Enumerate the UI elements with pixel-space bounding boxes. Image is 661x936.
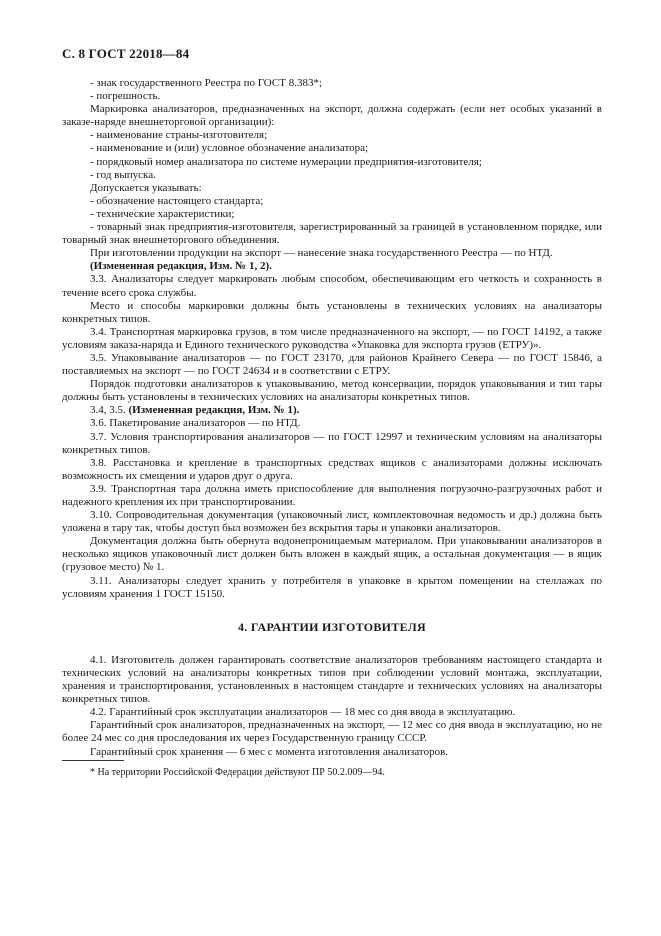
list-item: - технические характеристики; bbox=[90, 207, 235, 220]
revision-label: (Измененная редакция, Изм. № 1). bbox=[128, 404, 300, 417]
clause-3-6: 3.6. Пакетирование анализаторов — по НТД. bbox=[90, 417, 301, 430]
clause-3-10: 3.10. Сопроводительная документация (упаковочный лист, комплектовочная ведомость и др.) должна быть уложена в тару так, чтобы доступ был возможен без вскрытия тары и упаковки анализаторов. bbox=[62, 509, 602, 535]
revision-note: (Измененная редакция, Изм. № 1, 2). bbox=[90, 260, 272, 273]
clause-3-8: 3.8. Расстановка и крепление в транспортных средствах ящиков с анализаторами должны исключать возможность их смещения и ударов друг о друга. bbox=[62, 456, 602, 482]
clause-4-2: 4.2. Гарантийный срок эксплуатации анализаторов — 18 мес со дня ввода в эксплуатацию. bbox=[90, 706, 516, 719]
footnote-divider bbox=[62, 760, 124, 761]
section-title: 4. ГАРАНТИИ ИЗГОТОВИТЕЛЯ bbox=[238, 619, 426, 634]
list-item: - обозначение настоящего стандарта; bbox=[90, 194, 264, 207]
clause-4-1: 4.1. Изготовитель должен гарантировать соответствие анализаторов требованиям настоящего стандарта и технических условий на анализаторы конкретных типов при соблюдении условий монтажа, эксплуатации, хранения и транспортирования, установленных в настоящем стандарте и технических условиях на анализаторы конкретных типов. bbox=[62, 653, 602, 706]
paragraph: Допускается указывать: bbox=[90, 181, 202, 194]
list-item: - год выпуска. bbox=[90, 168, 156, 181]
paragraph: Документация должна быть обернута водонепроницаемым материалом. При упаковывании анализаторов в несколько ящиков упаковочный лист должен быть вложен в каждый ящик, а остальная документация — в ящик (грузовое место) № 1. bbox=[62, 535, 602, 574]
list-item: - порядковый номер анализатора по системе нумерации предприятия-изготовителя; bbox=[90, 155, 482, 168]
paragraph: При изготовлении продукции на экспорт — нанесение знака государственного Реестра — по НТД. bbox=[90, 247, 553, 260]
revision-note bbox=[62, 404, 602, 417]
clause-3-3: 3.3. Анализаторы следует маркировать любым способом, обеспечивающим его четкость и сохранность в течение всего срока службы. bbox=[62, 273, 602, 299]
list-item: - наименование и (или) условное обозначение анализатора; bbox=[90, 142, 369, 155]
clause-3-7: 3.7. Условия транспортирования анализаторов — по ГОСТ 12997 и техническим условиям на анализаторы конкретных типов. bbox=[62, 430, 602, 456]
list-item: - погрешность. bbox=[90, 90, 161, 103]
clause-3-5: 3.5. Упаковывание анализаторов — по ГОСТ 23170, для районов Крайнего Севера — по ГОСТ 15846, а поставляемых на экспорт — по ГОСТ 24634 и в соответствии с ЕТРУ. bbox=[62, 351, 602, 378]
footnote: * На территории Российской Федерации действуют ПР 50.2.009—94. bbox=[90, 766, 385, 778]
clause-3-11: 3.11. Анализаторы следует хранить у потребителя в упаковке в крытом помещении на стеллажах по условиям хранения 1 ГОСТ 15150. bbox=[62, 574, 602, 600]
list-item: - товарный знак предприятия-изготовителя, зарегистрированный за границей в установленном порядке, или товарный знак внешнеторгового объединения. bbox=[62, 221, 602, 247]
clause-3-4: 3.4. Транспортная маркировка грузов, в том числе предназначенного на экспорт, — по ГОСТ 14192, а также условиям заказа-наряда и Единого технического руководства «Упаковка для экспорта грузов (ЕТРУ)». bbox=[62, 325, 602, 351]
clause-3-9: 3.9. Транспортная тара должна иметь приспособление для выполнения погрузочно-разгрузочных работ и надежного крепления их при транспортировании. bbox=[62, 482, 602, 508]
document-body bbox=[62, 77, 602, 779]
page-header: С. 8 ГОСТ 22018—84 bbox=[62, 46, 190, 61]
list-item: - знак государственного Реестра по ГОСТ 8.383*; bbox=[90, 77, 322, 89]
paragraph: Место и способы маркировки должны быть установлены в технических условиях на анализаторы конкретных типов. bbox=[62, 299, 602, 325]
revision-clauses: 3.4, 3.5. bbox=[90, 404, 126, 417]
list-item: - наименование страны-изготовителя; bbox=[90, 129, 268, 142]
paragraph: Гарантийный срок хранения — 6 мес с момента изготовления анализаторов. bbox=[90, 745, 449, 758]
paragraph: Маркировка анализаторов, предназначенных на экспорт, должна содержать (если нет особых указаний в заказе-наряде внешнеторговой организации): bbox=[62, 103, 602, 129]
paragraph: Порядок подготовки анализаторов к упаковыванию, метод консервации, порядок упаковывания и тип тары должны быть установлены в технических условиях на анализаторы конкретных типов. bbox=[62, 378, 602, 404]
paragraph: Гарантийный срок анализаторов, предназначенных на экспорт, — 12 мес со дня ввода в эксплуатацию, но не более 24 мес со дня проследования их через Государственную границу СССР. bbox=[62, 719, 602, 745]
